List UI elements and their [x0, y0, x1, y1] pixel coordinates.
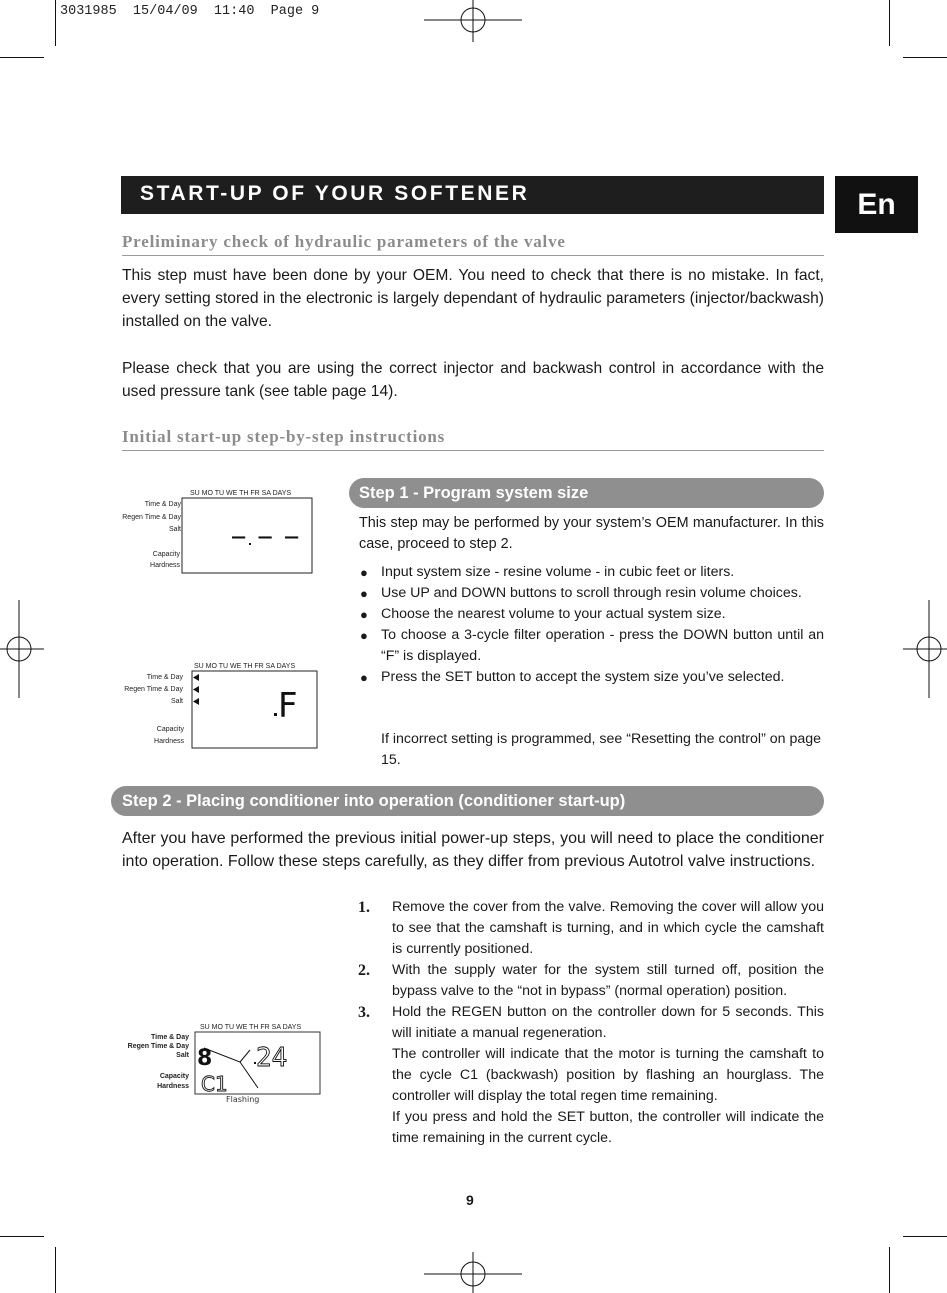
- lcd-label-salt: Salt: [170, 698, 183, 705]
- lcd-flashing-caption: Flashing: [226, 1095, 260, 1104]
- lcd-label-hardness: Hardness: [157, 1083, 189, 1090]
- crop-mark: [0, 1236, 44, 1237]
- list-item: 1. Remove the cover from the valve. Removing the cover will allow you to see that the camshaft is turning, and in which cycle the camshaft is currently positioned.: [358, 899, 824, 957]
- lcd-label-capacity: Capacity: [156, 726, 184, 733]
- list-item: ● To choose a 3-cycle filter operation - press the DOWN button until an “F” is displayed.: [360, 627, 824, 664]
- language-tab: En: [835, 176, 918, 233]
- step1-intro: This step may be performed by your system’s OEM manufacturer. In this case, proceed to step 2.: [359, 515, 824, 552]
- lcd-label-time-day: Time & Day: [144, 501, 181, 508]
- list-item: ● Choose the nearest volume to your actual system size.: [360, 606, 726, 622]
- page-title-bar: [121, 176, 824, 214]
- lcd-label-salt: Salt: [176, 1052, 189, 1059]
- crop-mark: [55, 1247, 56, 1293]
- lcd-label-regen-time: Regen Time & Day: [124, 686, 183, 693]
- page-title: START-UP OF YOUR SOFTENER: [140, 182, 530, 205]
- crop-mark: [903, 1236, 947, 1237]
- registration-mark-left: [0, 600, 44, 698]
- crop-mark: [55, 0, 56, 46]
- step1-banner: [349, 478, 824, 508]
- preliminary-paragraph-1: This step must have been done by your OEM. You need to check that there is no mistake. In fact, every setting stored in the electronic is largely dependant of hydraulic parameters (injector/backwash) installed on the valve.: [122, 267, 824, 330]
- lcd-days-row: SU MO TU WE TH FR SA DAYS: [190, 490, 292, 497]
- registration-mark-bottom: [424, 1252, 522, 1293]
- lcd-label-hardness: Hardness: [154, 738, 184, 745]
- print-slug: 3031985 15/04/09 11:40 Page 9: [60, 4, 320, 19]
- registration-mark-top: [424, 0, 522, 42]
- step2-instruction-list: [358, 897, 824, 1149]
- list-item: ● Use UP and DOWN buttons to scroll through resin volume choices.: [360, 585, 802, 601]
- step2-intro: After you have performed the previous initial power-up steps, you will need to place the conditioner into operation. Follow these steps carefully, as they differ from previous Autotrol valve instructions.: [122, 830, 824, 870]
- section-heading-initial-startup: Initial start-up step-by-step instructions: [122, 427, 824, 451]
- lcd-label-time-day: Time & Day: [146, 674, 183, 681]
- lcd-label-regen-time: Regen Time & Day: [122, 514, 181, 521]
- list-item: 2. With the supply water for the system still turned off, position the bypass valve to the “not in bypass” (normal operation) position.: [358, 962, 824, 999]
- step1-bullet-list: [359, 562, 824, 688]
- lcd-display-system-size: [118, 486, 318, 576]
- lcd-days-row: SU MO TU WE TH FR SA DAYS: [194, 663, 296, 670]
- list-item: ● Input system size - resine volume - in cubic feet or liters.: [360, 564, 735, 580]
- lcd-days-row: SU MO TU WE TH FR SA DAYS: [200, 1024, 302, 1031]
- crop-mark: [889, 0, 890, 46]
- lcd-dashes: _ _ _: [232, 514, 299, 539]
- list-item: 3. Hold the REGEN button on the controller down for 5 seconds. This will initiate a manual regeneration. The controller will indicate that the motor is turning the camshaft to the cycle C1 (backwash) position by flashing an hourglass. The controller will display the total regen time remaining. If you press and hold the SET button, the controller will indicate the time remaining in the current cycle.: [358, 1004, 824, 1146]
- lcd-display-regen-cycle: [122, 1018, 322, 1108]
- step2-title: Step 2 - Placing conditioner into operation (conditioner start-up): [122, 792, 626, 810]
- lcd-cycle-code: C1: [201, 1072, 228, 1096]
- lcd-label-capacity: Capacity: [152, 551, 180, 558]
- list-item: ● Press the SET button to accept the system size you’ve selected.: [360, 669, 785, 685]
- crop-mark: [0, 57, 44, 58]
- lcd-display-filter-mode: [120, 659, 320, 751]
- preliminary-paragraph-2: Please check that you are using the correct injector and backwash control in accordance with the used pressure tank (see table page 14).: [122, 360, 824, 400]
- section-heading-preliminary: Preliminary check of hydraulic parameters of the valve: [122, 232, 824, 256]
- step1-note: If incorrect setting is programmed, see “Resetting the control” on page 15.: [381, 731, 822, 768]
- step1-title: Step 1 - Program system size: [359, 484, 589, 502]
- lcd-label-time-day: Time & Day: [151, 1034, 189, 1041]
- lcd-time-remaining: 24: [256, 1043, 288, 1073]
- step2-banner: [111, 786, 824, 816]
- crop-mark: [889, 1247, 890, 1293]
- page-number: 9: [466, 1192, 474, 1208]
- registration-mark-right: [903, 600, 947, 698]
- lcd-label-capacity: Capacity: [159, 1073, 189, 1080]
- lcd-label-regen-time: Regen Time & Day: [127, 1043, 189, 1050]
- lcd-filter-letter: F: [278, 686, 298, 726]
- lcd-label-hardness: Hardness: [150, 562, 180, 569]
- crop-mark: [903, 57, 947, 58]
- hourglass-icon: 8: [197, 1046, 213, 1071]
- lcd-label-salt: Salt: [168, 526, 181, 533]
